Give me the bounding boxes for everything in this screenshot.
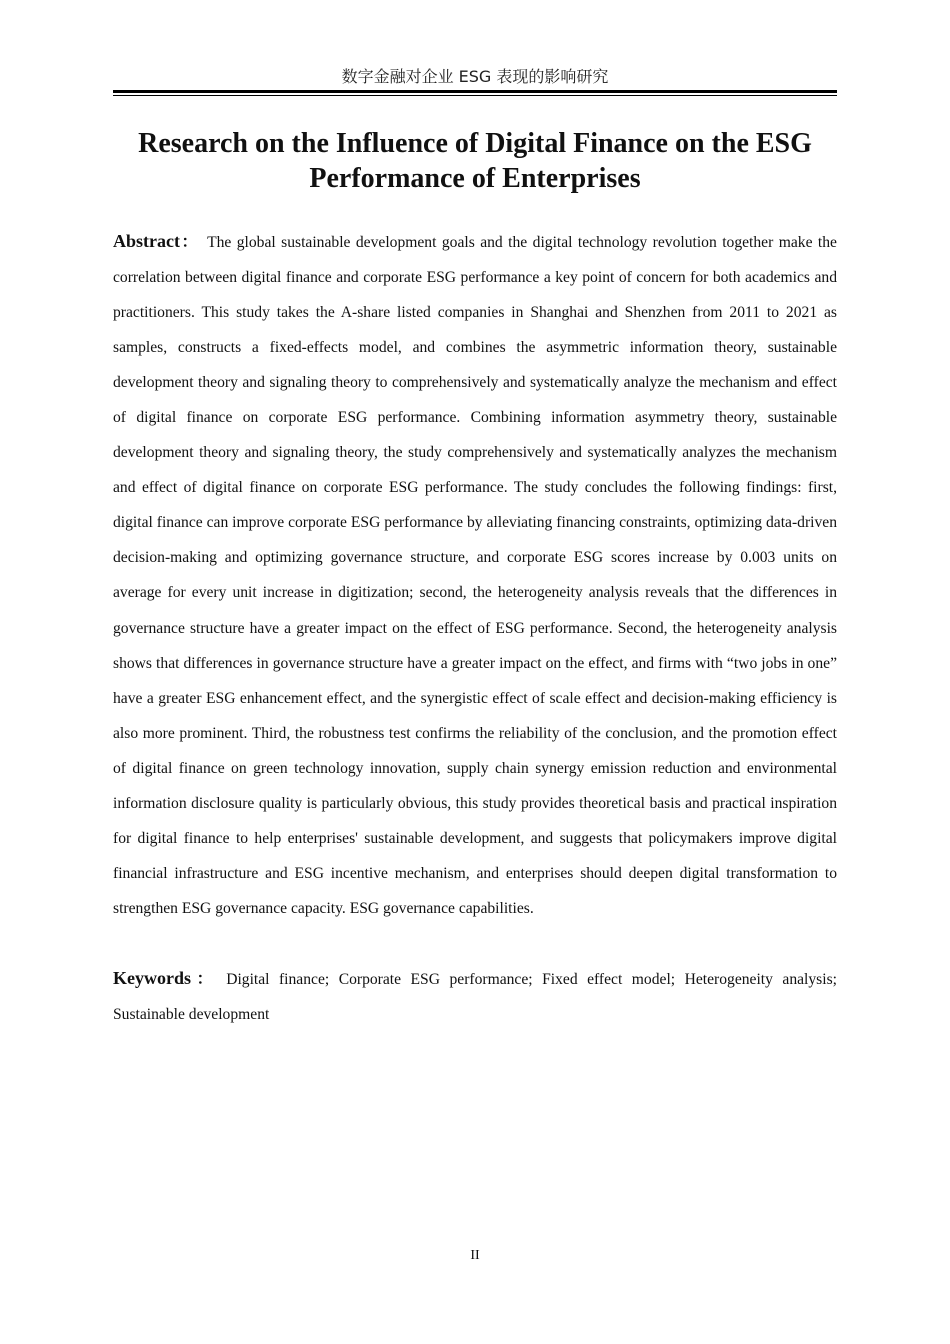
title-line-2: Performance of Enterprises [309, 163, 641, 194]
paper-title [113, 126, 837, 196]
keywords-label-colon: ： [191, 971, 219, 988]
abstract-label: Abstract [113, 231, 180, 251]
abstract-paragraph [113, 224, 837, 926]
keywords-text: Digital finance; Corporate ESG performance; Fixed effect model; Heterogeneity analysis; Sustainable development [113, 971, 837, 1023]
page-number: II [470, 1248, 480, 1263]
keywords-label: Keywords [113, 968, 191, 988]
abstract-label-colon: ： [179, 234, 200, 251]
running-header: 数字金融对企业 ESG 表现的影响研究 [341, 67, 609, 86]
abstract-text: The global sustainable development goals and the digital technology revolution together make the correlation between digital finance and corporate ESG performance a key point of concern for both academics and practitioners. This study takes the A-share listed companies in Shanghai and Shenzhen from 2011 to 2021 as samples, constructs a fixed-effects model, and combines the asymmetric information theory, sustainable development theory and signaling theory to comprehensively and systematically analyze the mechanism and effect of digital finance on corporate ESG performance. Combining information asymmetry theory, sustainable development theory and signaling theory, the study comprehensively and systematically analyzes the mechanism and effect of digital finance on corporate ESG performance. The study concludes the following findings: first, digital finance can improve corporate ESG performance by alleviating financing constraints, optimizing data-driven decision-making and optimizing governance structure, and corporate ESG scores increase by 0.003 units on average for every unit increase in digitization; second, the heterogeneity analysis reveals that the differences in governance structure have a greater impact on the effect of ESG performance. Second, the heterogeneity analysis shows that differences in governance structure have a greater impact on the effect, and firms with “two jobs in one” have a greater ESG enhancement effect, and the synergistic effect of scale effect and decision-making efficiency is also more prominent. Third, the robustness test confirms the reliability of the conclusion, and the promotion effect of digital finance on green technology innovation, supply chain synergy emission reduction and environmental information disclosure quality is particularly obvious, this study provides theoretical basis and practical inspiration for digital finance to help enterprises' sustainable development, and suggests that policymakers improve digital financial infrastructure and ESG incentive mechanism, and enterprises should deepen digital transformation to strengthen ESG governance capacity. ESG governance capabilities. [113, 234, 837, 917]
header-rule-thin [113, 95, 837, 96]
keywords-paragraph [113, 961, 837, 1032]
header-rule-thick [113, 90, 837, 93]
title-line-1: Research on the Influence of Digital Finance on the ESG [138, 128, 812, 159]
